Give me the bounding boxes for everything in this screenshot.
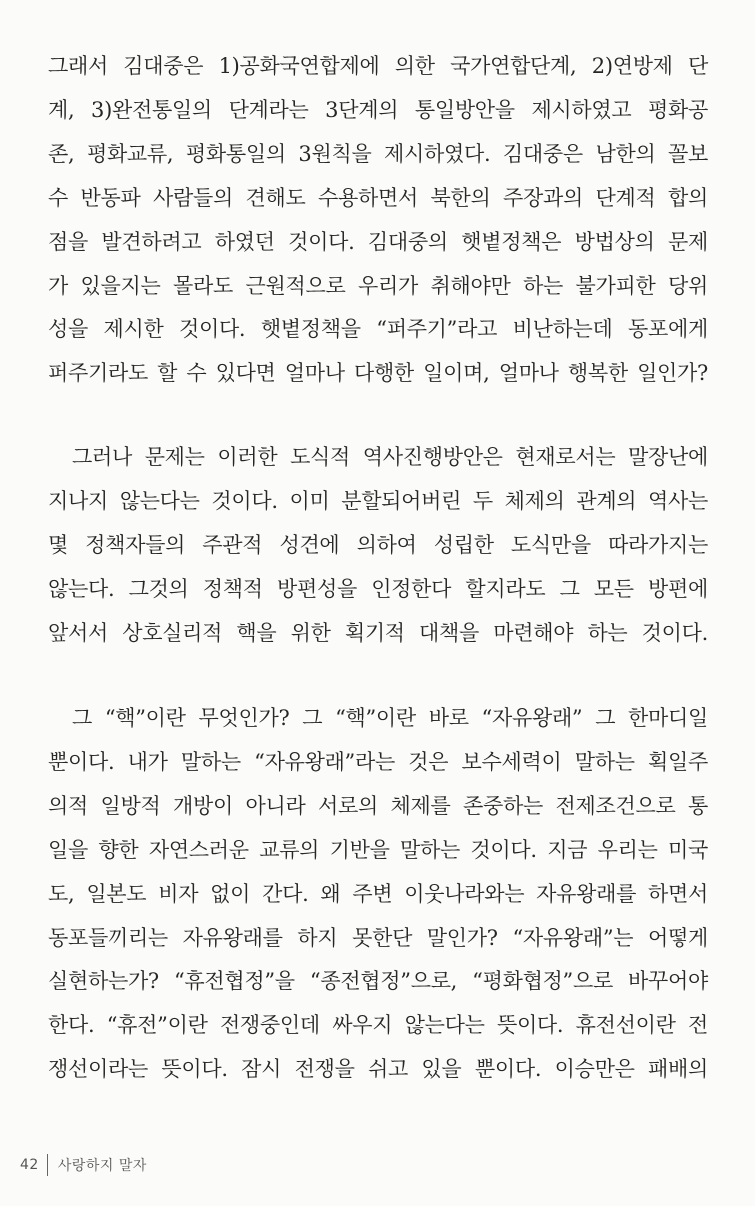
paragraph-2 (48, 436, 708, 656)
text-line: 점을 발견하려고 하였던 것이다. 김대중의 햇볕정책은 방법상의 문제 (48, 229, 708, 254)
text-line: 쟁선이라는 뜻이다. 잠시 전쟁을 쉬고 있을 뿐이다. 이승만은 패배의 (48, 1057, 708, 1082)
text-line: 수 반동파 사람들의 견해도 수용하면서 북한의 주장과의 단계적 합의 (48, 185, 708, 210)
text-line: 도, 일본도 비자 없이 간다. 왜 주변 이웃나라와는 자유왕래를 하면서 (48, 881, 708, 906)
text-line: 성을 제시한 것이다. 햇볕정책을 “퍼주기”라고 비난하는데 동포에게 (48, 317, 708, 342)
footer-divider (47, 1154, 48, 1176)
text-line: 일을 향한 자연스러운 교류의 기반을 말하는 것이다. 지금 우리는 미국 (48, 837, 708, 862)
text-line: 뿐이다. 내가 말하는 “자유왕래”라는 것은 보수세력이 말하는 획일주 (48, 749, 708, 774)
text-line: 동포들끼리는 자유왕래를 하지 못한단 말인가? “자유왕래”는 어떻게 (48, 925, 708, 950)
paragraph-3 (48, 697, 708, 1092)
page-footer (20, 1152, 147, 1178)
text-line: 않는다. 그것의 정책적 방편성을 인정한다 할지라도 그 모든 방편에 (48, 576, 708, 601)
paragraph-1 (48, 45, 708, 396)
text-line: 계, 3)완전통일의 단계라는 3단계의 통일방안을 제시하였고 평화공 (48, 97, 708, 122)
text-line: 한다. “휴전”이란 전쟁중인데 싸우지 않는다는 뜻이다. 휴전선이란 전 (48, 1013, 708, 1038)
text-line: 그 “핵”이란 무엇인가? 그 “핵”이란 바로 “자유왕래” 그 한마디일 (72, 706, 708, 730)
page-number: 42 (20, 1157, 39, 1173)
text-line: 가 있을지는 몰라도 근원적으로 우리가 취해야만 하는 불가피한 당위 (48, 273, 708, 298)
text-line: 그래서 김대중은 1)공화국연합제에 의한 국가연합단계, 2)연방제 단 (48, 54, 708, 78)
text-line: 퍼주기라도 할 수 있다면 얼마나 다행한 일이며, 얼마나 행복한 일인가? (48, 361, 708, 386)
text-line: 실현하는가? “휴전협정”을 “종전협정”으로, “평화협정”으로 바꾸어야 (48, 969, 708, 994)
text-line: 그러나 문제는 이러한 도식적 역사진행방안은 현재로서는 말장난에 (72, 445, 708, 469)
text-line: 의적 일방적 개방이 아니라 서로의 체제를 존중하는 전제조건으로 통 (48, 793, 708, 818)
text-line: 몇 정책자들의 주관적 성견에 의하여 성립한 도식만을 따라가지는 (48, 532, 708, 557)
text-line: 지나지 않는다는 것이다. 이미 분할되어버린 두 체제의 관계의 역사는 (48, 488, 708, 513)
running-title: 사랑하지 말자 (57, 1158, 147, 1174)
text-line: 앞서서 상호실리적 핵을 위한 획기적 대책을 마련해야 하는 것이다. (48, 620, 708, 645)
text-line: 존, 평화교류, 평화통일의 3원칙을 제시하였다. 김대중은 남한의 꼴보 (48, 141, 708, 166)
